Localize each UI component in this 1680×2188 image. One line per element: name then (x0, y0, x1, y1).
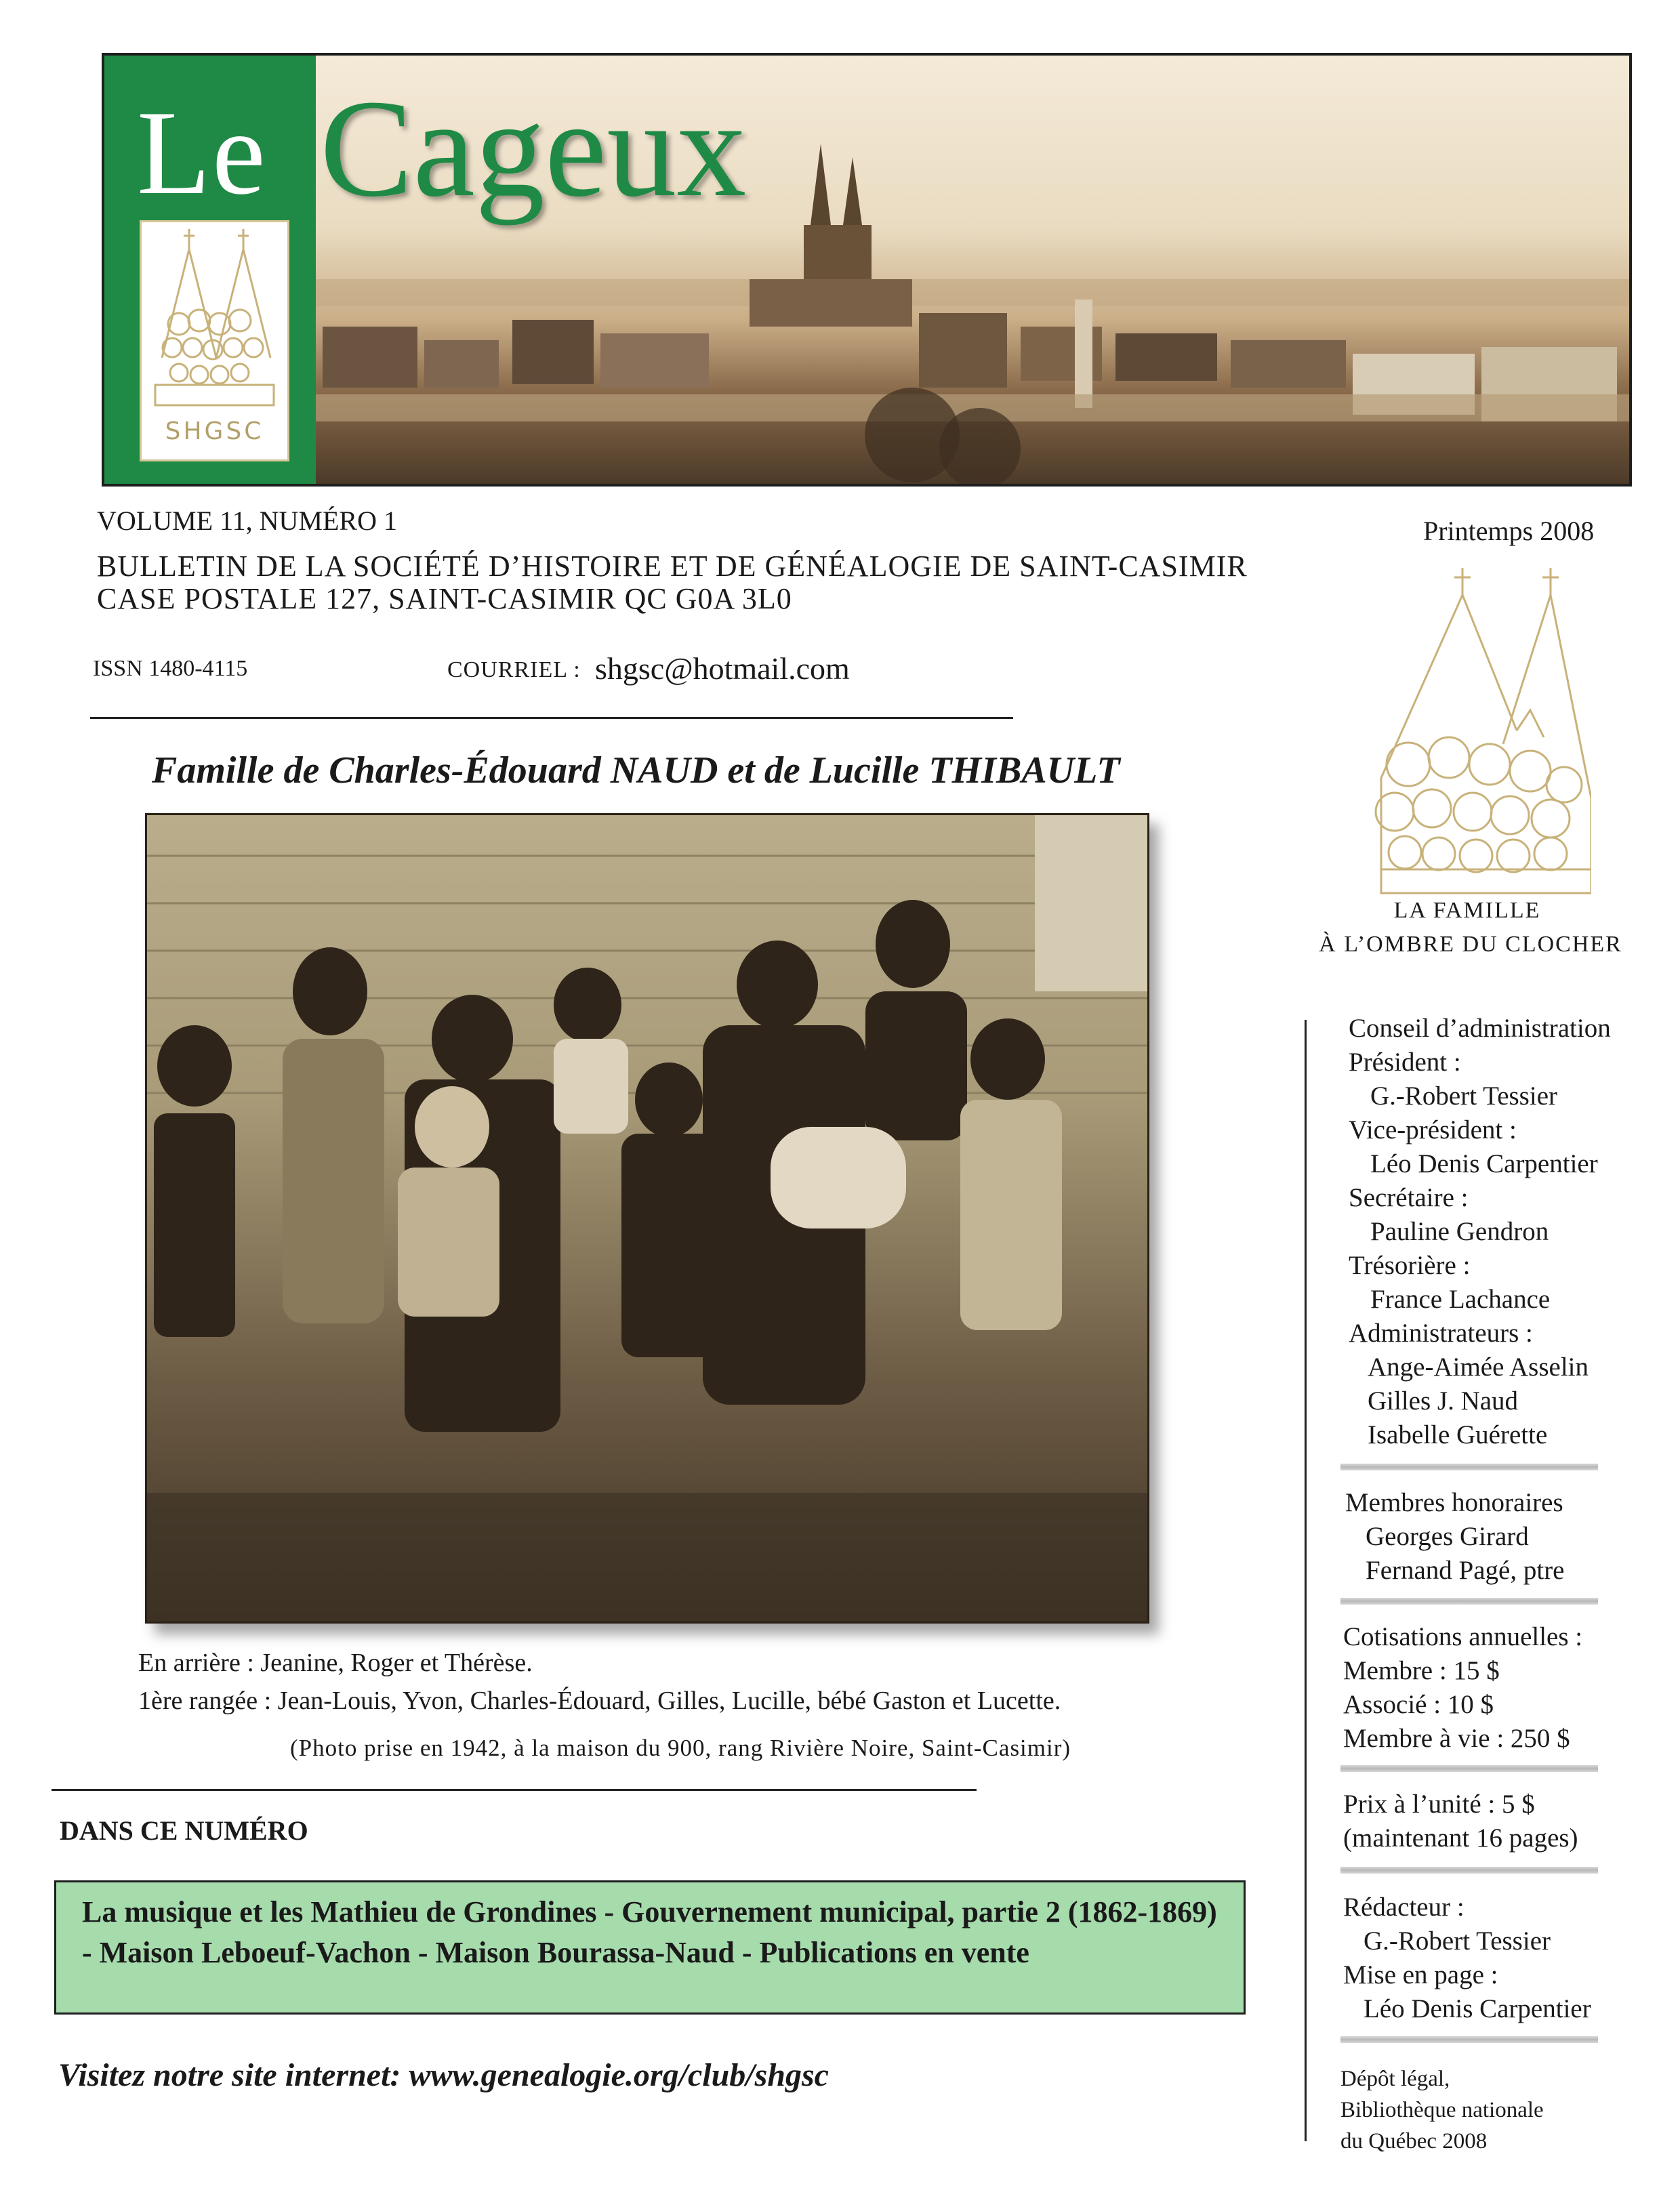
contents-heading: DANS CE NUMÉRO (60, 1815, 308, 1846)
email-label: COURRIEL : (447, 657, 581, 682)
layout-label: Mise en page : (1343, 1960, 1498, 1989)
section-separator (1340, 1867, 1598, 1874)
feature-title: Famille de Charles-Édouard NAUD et de Lucille THIBAULT (152, 749, 1120, 791)
masthead-title-le: Le (137, 85, 267, 220)
divider-rule (52, 1789, 977, 1791)
section-separator (1340, 1464, 1598, 1470)
website-link[interactable]: Visitez notre site internet: www.genealogie.org/club/shgsc (58, 2057, 829, 2093)
caption-front-row: 1ère rangée : Jean-Louis, Yvon, Charles-Édouard, Gilles, Lucille, bébé Gaston et Lucette. (138, 1687, 1061, 1715)
caption-credit: (Photo prise en 1942, à la maison du 900, rang Rivière Noire, Saint-Casimir) (290, 1735, 1071, 1761)
treasurer-label: Trésorière : (1349, 1251, 1471, 1280)
church-spires-icon (1368, 561, 1591, 900)
family-photo-illustration (147, 815, 1147, 1622)
honorary-member: Fernand Pagé, ptre (1366, 1556, 1565, 1585)
bulletin-title: BULLETIN DE LA SOCIÉTÉ D’HISTOIRE ET DE GÉNÉALOGIE DE SAINT-CASIMIR (97, 550, 1248, 583)
shgsc-logo (140, 220, 289, 461)
church-family-icon (142, 222, 287, 412)
president-name: G.-Robert Tessier (1370, 1081, 1557, 1111)
issue-season: Printemps 2008 (1423, 516, 1595, 546)
issn: ISSN 1480-4115 (93, 656, 248, 681)
masthead (102, 53, 1632, 487)
section-separator (1340, 1598, 1598, 1605)
honorary-member: Georges Girard (1366, 1522, 1529, 1551)
secretary-name: Pauline Gendron (1370, 1217, 1549, 1246)
motto-line-1: LA FAMILLE (1393, 898, 1541, 923)
admin-name: Gilles J. Naud (1368, 1386, 1519, 1416)
admins-label: Administrateurs : (1349, 1319, 1533, 1348)
editor-name: G.-Robert Tessier (1364, 1926, 1551, 1956)
page-count: (maintenant 16 pages) (1343, 1823, 1578, 1853)
editor-label: Rédacteur : (1343, 1893, 1464, 1922)
dues-member: Membre : 15 $ (1343, 1656, 1500, 1685)
dues-associate: Associé : 10 $ (1343, 1690, 1494, 1719)
church-family-logo (1368, 561, 1591, 900)
admin-name: Isabelle Guérette (1368, 1420, 1548, 1449)
vp-label: Vice-président : (1349, 1115, 1517, 1144)
contents-text: La musique et les Mathieu de Grondines - Gouvernement municipal, partie 2 (1862-1869) - Maison Leboeuf-Vachon - Maison Bourassa-Naud - Publications en vente (82, 1895, 1217, 1969)
email-address: shgsc@hotmail.com (595, 651, 850, 686)
treasurer-name: France Lachance (1370, 1285, 1551, 1314)
dues-label: Cotisations annuelles : (1343, 1622, 1583, 1651)
dues-lifetime: Membre à vie : 250 $ (1343, 1724, 1570, 1753)
layout-name: Léo Denis Carpentier (1364, 1994, 1591, 2023)
legal-deposit-line: Bibliothèque nationale (1340, 2098, 1544, 2122)
unit-price: Prix à l’unité : 5 $ (1343, 1790, 1535, 1819)
legal-deposit (1340, 2063, 1544, 2157)
president-label: Président : (1349, 1048, 1461, 1077)
postal-address: CASE POSTALE 127, SAINT-CASIMIR QC G0A 3L0 (97, 582, 792, 615)
divider-rule (90, 717, 1013, 719)
admin-name: Ange-Aimée Asselin (1368, 1353, 1589, 1382)
family-photo (145, 813, 1149, 1624)
motto-line-2: À L’OMBRE DU CLOCHER (1319, 932, 1622, 957)
volume-number: VOLUME 11, NUMÉRO 1 (97, 505, 397, 536)
secretary-label: Secrétaire : (1349, 1183, 1469, 1212)
section-separator (1340, 1765, 1598, 1772)
vp-name: Léo Denis Carpentier (1370, 1149, 1598, 1178)
caption-back-row: En arrière : Jeanine, Roger et Thérèse. (138, 1649, 533, 1677)
honorary-label: Membres honoraires (1345, 1488, 1563, 1517)
legal-deposit-line: du Québec 2008 (1340, 2129, 1488, 2153)
column-rule (1305, 1020, 1307, 2141)
contents-box (54, 1880, 1246, 2015)
section-separator (1340, 2036, 1598, 2043)
board-heading: Conseil d’administration (1349, 1014, 1611, 1043)
masthead-title-cageux: Cageux (320, 70, 747, 226)
legal-deposit-line: Dépôt légal, (1340, 2067, 1450, 2091)
logo-text: SHGSC (165, 417, 264, 445)
